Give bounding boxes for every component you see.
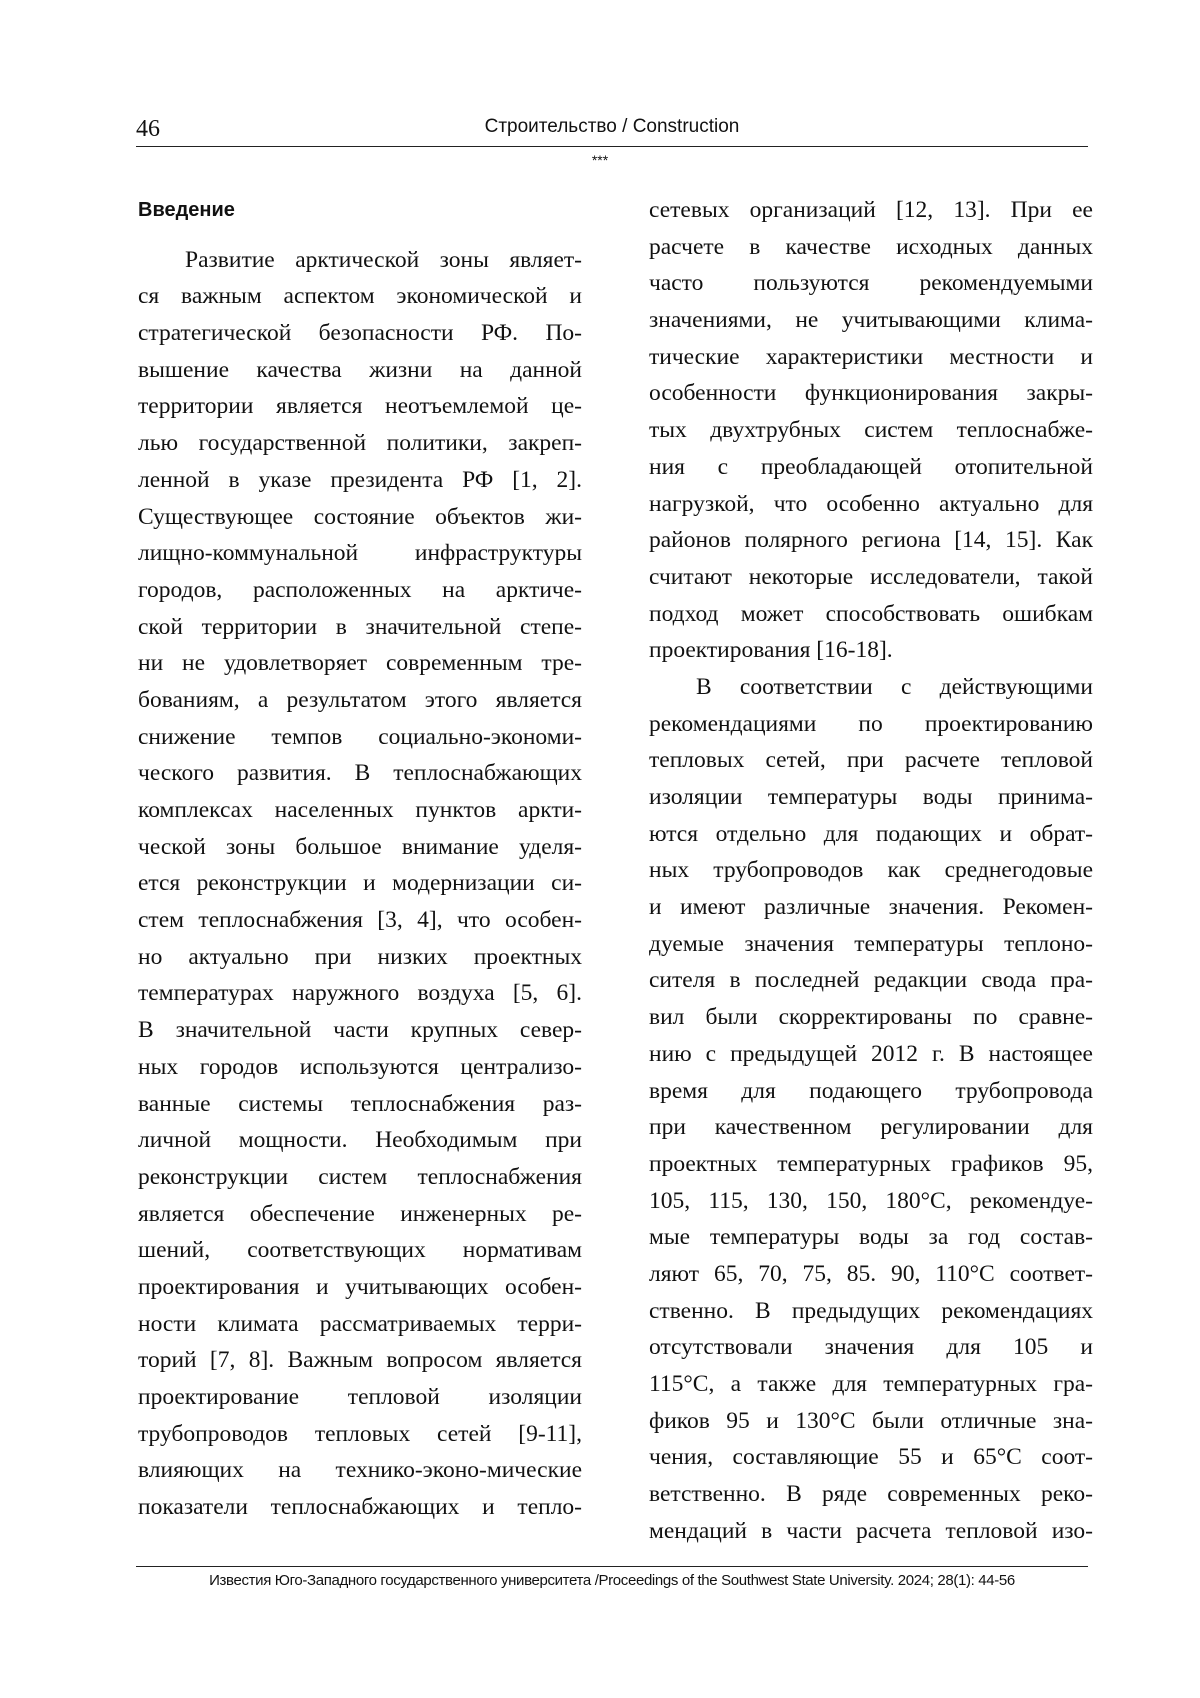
text-line: особенности функционирования закры-	[649, 380, 1093, 407]
text-line: сетевых организаций [12, 13]. При ее	[649, 197, 1093, 223]
text-line: ветственно. В ряде современных реко-	[649, 1481, 1093, 1508]
text-line: проектных температурных графиков 95,	[649, 1150, 1093, 1177]
text-line: фиков 95 и 130°С были отличные зна-	[649, 1407, 1093, 1434]
text-line: районов полярного региона [14, 15]. Как	[649, 527, 1093, 554]
text-line: проектирования [16-18].	[649, 637, 893, 664]
right-column-text	[649, 192, 1093, 1549]
text-line: но актуально при низких проектных	[138, 943, 582, 970]
text-line: ются отдельно для подающих и обрат-	[649, 820, 1093, 847]
running-title: Строительство / Construction	[484, 116, 740, 137]
right-column	[649, 192, 1093, 1549]
text-line: тические характеристики местности и	[649, 343, 1093, 370]
text-line: ческой зоны большое внимание уделя-	[138, 833, 582, 860]
text-line: ской территории в значительной степе-	[138, 613, 582, 640]
text-line: реконструкции систем теплоснабжения	[138, 1163, 582, 1190]
text-line: личной мощности. Необходимым при	[138, 1127, 582, 1154]
text-line: вышение качества жизни на данной	[138, 356, 582, 383]
text-line: отсутствовали значения для 105 и	[649, 1334, 1093, 1361]
text-line: время для подающего трубопровода	[649, 1077, 1093, 1104]
text-line: ных городов используются централизо-	[138, 1053, 582, 1080]
text-line: Существующее состояние объектов жи-	[138, 503, 582, 530]
text-line: стем теплоснабжения [3, 4], что особен-	[138, 907, 582, 934]
text-line: ся важным аспектом экономической и	[138, 283, 582, 310]
left-column	[138, 192, 582, 1526]
text-line: трубопроводов тепловых сетей [9-11],	[138, 1420, 582, 1447]
text-line: ляют 65, 70, 75, 85. 90, 110°С соответ-	[649, 1260, 1093, 1287]
text-line: является обеспечение инженерных ре-	[138, 1200, 582, 1227]
text-line: ности климата рассматриваемых терри-	[138, 1310, 582, 1337]
text-line: дуемые значения температуры теплоно-	[649, 930, 1093, 957]
text-line: сителя в последней редакции свода пра-	[649, 967, 1093, 994]
running-header	[136, 110, 1088, 147]
text-line: мендаций в части расчета тепловой изо-	[649, 1517, 1093, 1544]
text-line: В значительной части крупных север-	[138, 1017, 582, 1044]
text-line: бованиям, а результатом этого является	[138, 686, 582, 713]
text-line: проектирование тепловой изоляции	[138, 1384, 582, 1411]
left-column-text	[138, 242, 582, 1526]
text-line: часто пользуются рекомендуемыми	[649, 270, 1093, 297]
text-line: 115°С, а также для температурных гра-	[649, 1371, 1093, 1397]
text-line: тепловых сетей, при расчете тепловой	[649, 747, 1093, 774]
text-line: стратегической безопасности РФ. По-	[138, 320, 582, 347]
text-line: чения, составляющие 55 и 65°С соот-	[649, 1444, 1093, 1471]
text-line: проектирования и учитывающих особен-	[138, 1273, 582, 1300]
text-line: ных трубопроводов как среднегодовые	[649, 857, 1093, 884]
text-line: ванные системы теплоснабжения раз-	[138, 1090, 582, 1117]
section-heading: Введение	[138, 199, 235, 221]
text-line: подход может способствовать ошибкам	[649, 600, 1093, 627]
text-line: В соответствии с действующими	[696, 673, 1093, 700]
text-line: городов, расположенных на арктиче-	[138, 576, 582, 603]
text-line: ется реконструкции и модернизации си-	[138, 870, 582, 897]
text-line: комплексах населенных пунктов аркти-	[138, 797, 582, 824]
text-line: показатели теплоснабжающих и тепло-	[138, 1494, 582, 1521]
text-line: ственно. В предыдущих рекомендациях	[649, 1297, 1093, 1324]
text-line: ленной в указе президента РФ [1, 2].	[138, 466, 582, 493]
text-line: территории является неотъемлемой це-	[138, 393, 582, 420]
text-line: изоляции температуры воды принима-	[649, 784, 1093, 810]
text-line: расчете в качестве исходных данных	[649, 233, 1093, 260]
page-number: 46	[136, 116, 160, 142]
text-line: лью государственной политики, закреп-	[138, 430, 582, 457]
text-line: торий [7, 8]. Важным вопросом является	[138, 1347, 582, 1374]
text-line: лищно-коммунальной инфраструктуры	[138, 540, 582, 567]
text-line: значениями, не учитывающими клима-	[649, 307, 1093, 334]
text-line: нагрузкой, что особенно актуально для	[649, 490, 1093, 517]
text-line: ния с преобладающей отопительной	[649, 453, 1093, 480]
text-line: ческого развития. В теплоснабжающих	[138, 760, 582, 787]
text-line: нию с предыдущей 2012 г. В настоящее	[649, 1040, 1093, 1067]
text-line: рекомендациями по проектированию	[649, 710, 1093, 737]
text-line: снижение темпов социально-экономи-	[138, 723, 582, 750]
text-line: Развитие арктической зоны являет-	[185, 246, 582, 273]
text-line: вил были скорректированы по сравне-	[649, 1004, 1093, 1031]
text-line: при качественном регулировании для	[649, 1114, 1093, 1141]
text-line: влияющих на технико-эконо-мические	[138, 1457, 582, 1484]
text-line: 105, 115, 130, 150, 180°С, рекомендуе-	[649, 1187, 1093, 1214]
text-line: считают некоторые исследователи, такой	[649, 563, 1093, 590]
text-line: тых двухтрубных систем теплоснабже-	[649, 417, 1093, 444]
text-line: ни не удовлетворяет современным тре-	[138, 650, 582, 677]
page-footer: Известия Юго-Западного государственного университета /Proceedings of the Southwest State University. 2024; 28(1): 44-56	[136, 1566, 1088, 1589]
text-line: температурах наружного воздуха [5, 6].	[138, 980, 582, 1007]
text-line: мые температуры воды за год состав-	[649, 1224, 1093, 1251]
text-line: и имеют различные значения. Рекомен-	[649, 894, 1093, 921]
text-line: шений, соответствующих нормативам	[138, 1237, 582, 1264]
section-separator: ***	[591, 152, 609, 168]
